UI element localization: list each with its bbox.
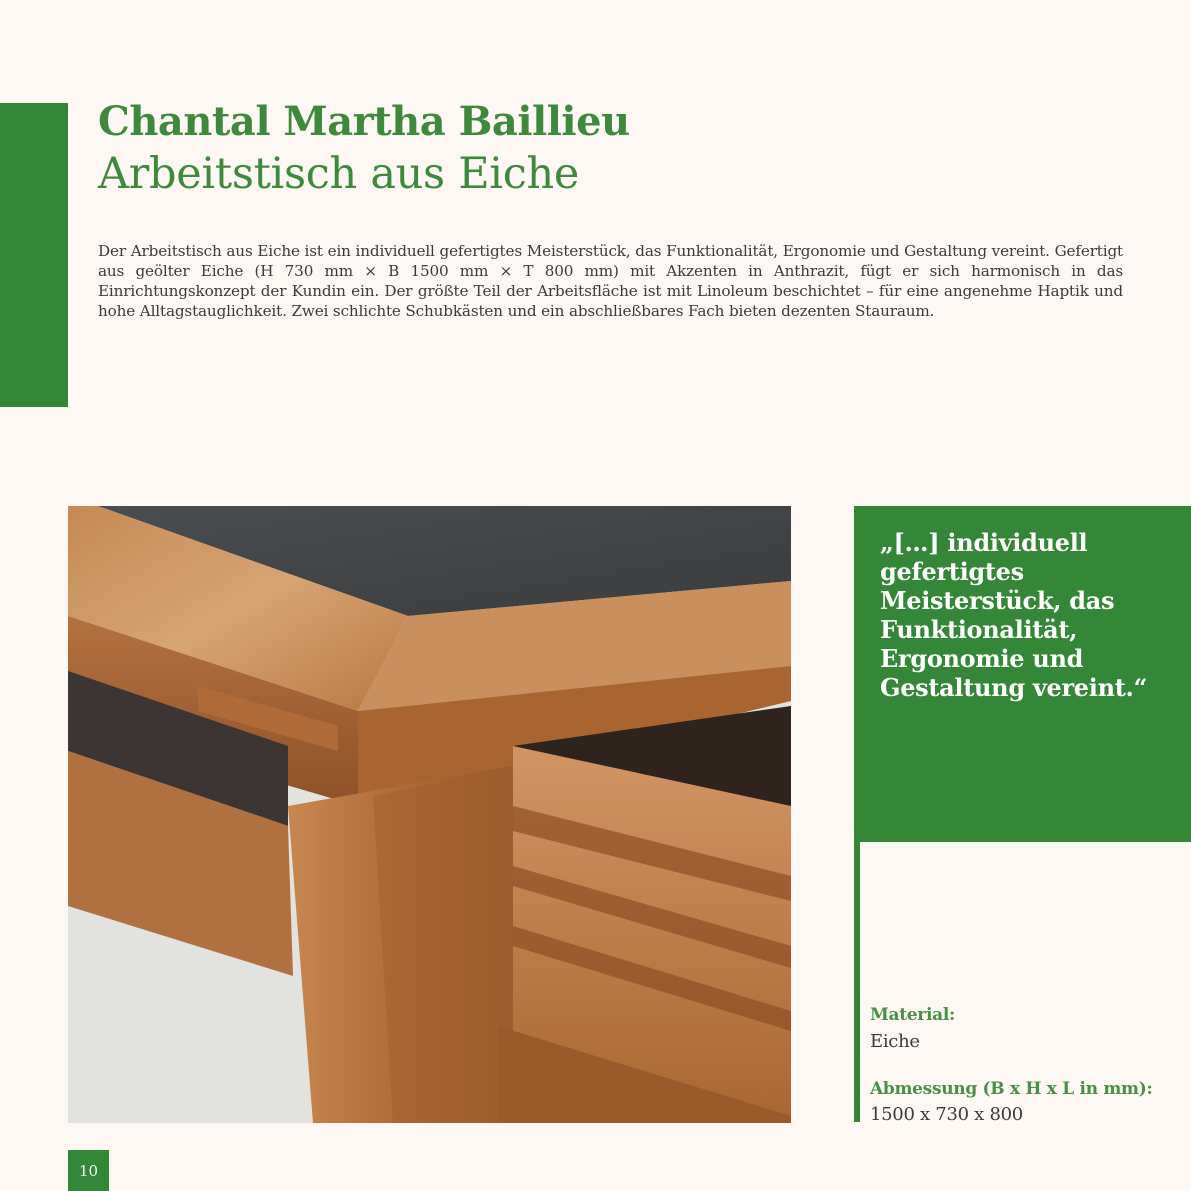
page-title: Chantal Martha Baillieu — [98, 98, 630, 145]
oak-desk-photo — [68, 506, 791, 1123]
green-side-bar — [0, 103, 68, 407]
material-label: Material: — [870, 1005, 955, 1025]
spec-rule — [854, 842, 860, 1122]
page-subtitle: Arbeitstisch aus Eiche — [98, 149, 580, 199]
page-number: 10 — [68, 1150, 109, 1191]
material-value: Eiche — [870, 1031, 920, 1052]
dimension-label: Abmessung (B x H x L in mm): — [870, 1079, 1153, 1099]
intro-paragraph: Der Arbeitstisch aus Eiche ist ein individuell gefertigtes Meisterstück, das Funktionalität, Ergonomie und Gestaltung vereint. Gefertigt aus geölter Eiche (H 730 mm × B 1500 mm × T 800 mm) mit Akzenten in Anthrazit, fügt er sich harmonisch in das Einrichtungskonzept der Kundin ein. Der größte Teil der Arbeitsfläche ist mit Linoleum beschichtet – für eine angenehme Haptik und hohe Alltagstauglichkeit. Zwei schlichte Schubkästen und ein abschließbares Fach bieten dezenten Stauraum. — [98, 242, 1123, 320]
quote-box — [854, 506, 1191, 842]
pull-quote: „[…] individuell gefertigtes Meisterstück, das Funktionalität, Ergonomie und Gestaltung vereint.“ — [880, 528, 1148, 702]
dimension-value: 1500 x 730 x 800 — [870, 1104, 1023, 1125]
